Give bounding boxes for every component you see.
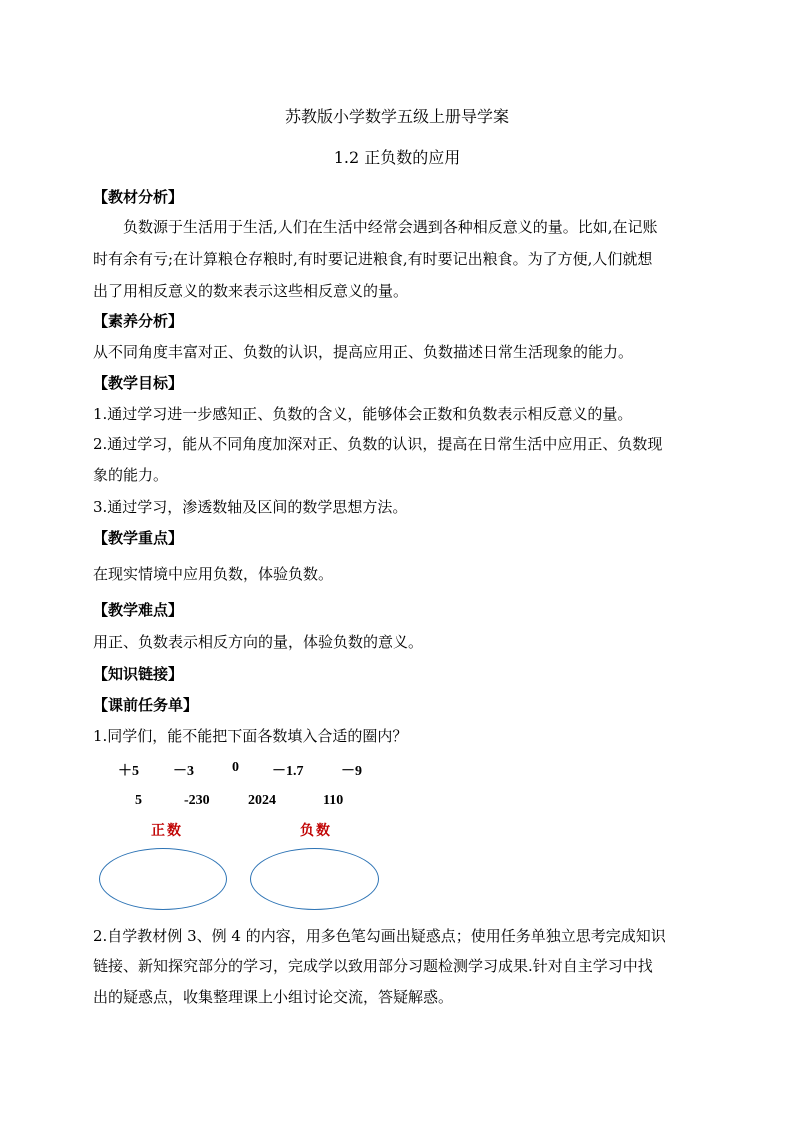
goal-line-4: 3.通过学习，渗透数轴及区间的数学思想方法。 <box>93 498 408 516</box>
positive-number-circle <box>99 848 227 910</box>
task-question-2-line-1: 2.自学教材例 3、例 4 的内容，用多色笔勾画出疑惑点；使用任务单独立思考完成知识 <box>93 927 666 945</box>
task-question-1: 1.同学们，能不能把下面各数填入合适的圈内？ <box>93 727 408 745</box>
negative-number-label: 负数 <box>300 823 332 839</box>
number-item: 0 <box>232 760 239 775</box>
number-item: 110 <box>323 793 344 808</box>
heading-teaching-goals: 【教学目标】 <box>93 374 184 392</box>
heading-pre-class-task: 【课前任务单】 <box>93 696 199 714</box>
task-question-2-line-3: 出的疑惑点，收集整理课上小组讨论交流，答疑解惑。 <box>93 988 454 1006</box>
heading-material-analysis: 【教材分析】 <box>93 188 184 206</box>
number-item: ＋5 <box>118 764 139 779</box>
number-item: －1.7 <box>272 764 304 779</box>
lesson-title: 1.2 正负数的应用 <box>333 148 461 167</box>
material-line-3: 出了用相反意义的数来表示这些相反意义的量。 <box>93 282 409 300</box>
number-item: 5 <box>135 793 142 808</box>
material-line-1: 负数源于生活用于生活,人们在生活中经常会遇到各种相反意义的量。比如,在记账 <box>123 218 658 236</box>
number-item: 2024 <box>248 793 276 808</box>
difficult-line-1: 用正、负数表示相反方向的量，体验负数的意义。 <box>93 633 424 651</box>
task-question-2-line-2: 链接、新知探究部分的学习，完成学以致用部分习题检测学习成果.针对自主学习中找 <box>93 957 653 975</box>
doc-title: 苏教版小学数学五级上册导学案 <box>284 107 509 126</box>
number-item: －3 <box>173 764 194 779</box>
goal-line-2: 2.通过学习，能从不同角度加深对正、负数的认识，提高在日常生活中应用正、负数现 <box>93 435 663 453</box>
heading-literacy-analysis: 【素养分析】 <box>93 312 184 330</box>
heading-difficult-points: 【教学难点】 <box>93 601 184 619</box>
literacy-line-1: 从不同角度丰富对正、负数的认识，提高应用正、负数描述日常生活现象的能力。 <box>93 343 634 361</box>
material-line-2: 时有余有亏;在计算粮仓存粮时,有时要记进粮食,有时要记出粮食。为了方便,人们就想 <box>93 250 653 268</box>
number-item: -230 <box>184 793 210 808</box>
negative-number-circle <box>250 848 379 910</box>
number-item: －9 <box>341 764 362 779</box>
goal-line-1: 1.通过学习进一步感知正、负数的含义，能够体会正数和负数表示相反意义的量。 <box>93 405 633 423</box>
heading-knowledge-link: 【知识链接】 <box>93 665 184 683</box>
key-line-1: 在现实情境中应用负数，体验负数。 <box>93 565 334 583</box>
positive-number-label: 正数 <box>151 823 183 839</box>
goal-line-3: 象的能力。 <box>93 466 169 484</box>
heading-key-points: 【教学重点】 <box>93 529 184 547</box>
